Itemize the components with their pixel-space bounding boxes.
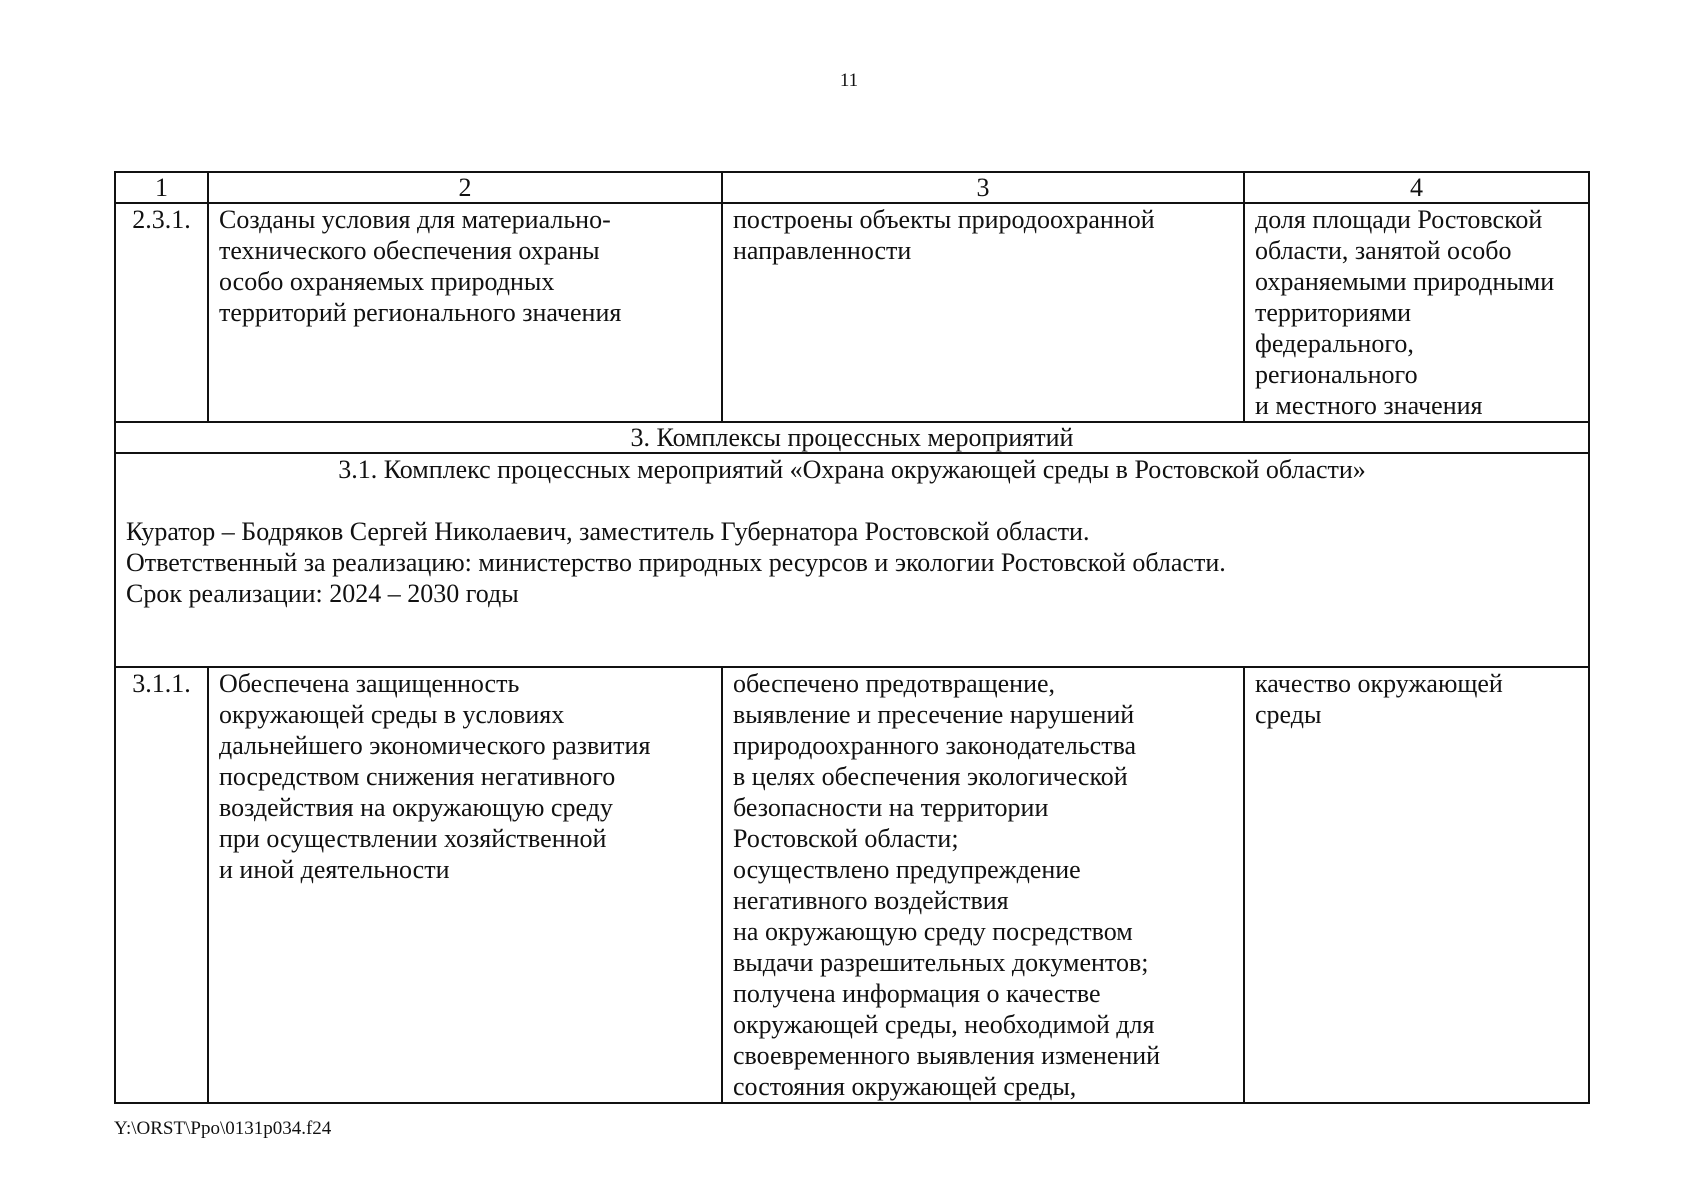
complex-block <box>115 453 1589 667</box>
header-cell: 3 <box>722 172 1244 203</box>
cell-line: воздействия на окружающую среду <box>219 793 613 822</box>
complex-title: 3.1. Комплекс процессных мероприятий «Охрана окружающей среды в Ростовской области» <box>338 455 1366 484</box>
cell-line: территориями <box>1255 298 1412 327</box>
file-path-footer: Y:\ORST\Ppo\0131p034.f24 <box>114 1118 332 1139</box>
cell-line: состояния окружающей среды, <box>733 1072 1077 1101</box>
curator-text: Куратор – Бодряков Сергей Николаевич, заместитель Губернатора Ростовской области. <box>126 517 1090 546</box>
cell-line: регионального <box>1255 360 1418 389</box>
cell-line: выявление и пресечение нарушений <box>733 700 1135 729</box>
cell-line: безопасности на территории <box>733 793 1049 822</box>
cell-line: своевременного выявления изменений <box>733 1041 1161 1070</box>
section-row <box>115 422 1589 453</box>
task-cell <box>208 203 722 422</box>
cell-line: области, занятой особо <box>1255 236 1512 265</box>
page-number: 11 <box>839 70 859 91</box>
cell-line: территорий регионального значения <box>219 298 622 327</box>
header-cell: 2 <box>208 172 722 203</box>
cell-line: Обеспечена защищенность <box>219 669 520 698</box>
cell-line: доля площади Ростовской <box>1255 205 1543 234</box>
cell-line: охраняемыми природными <box>1255 267 1555 296</box>
activities-table <box>114 171 1590 1104</box>
cell-line: и местного значения <box>1255 391 1483 420</box>
cell-line: обеспечено предотвращение, <box>733 669 1056 698</box>
cell-line: Ростовской области; <box>733 824 959 853</box>
task-cell <box>208 667 722 1103</box>
complex-row <box>115 453 1589 667</box>
table-row <box>115 203 1589 422</box>
row-number: 3.1.1. <box>115 667 208 1103</box>
term-text: Срок реализации: 2024 – 2030 годы <box>126 579 519 608</box>
section-title: 3. Комплексы процессных мероприятий <box>115 422 1589 453</box>
result-cell <box>722 203 1244 422</box>
header-cell: 1 <box>115 172 208 203</box>
cell-line: качество окружающей <box>1255 669 1503 698</box>
cell-line: получена информация о качестве <box>733 979 1101 1008</box>
header-cell: 4 <box>1244 172 1589 203</box>
cell-line: выдачи разрешительных документов; <box>733 948 1149 977</box>
cell-line: осуществлено предупреждение <box>733 855 1081 884</box>
indicator-cell <box>1244 203 1589 422</box>
header-row <box>115 172 1589 203</box>
cell-line: природоохранного законодательства <box>733 731 1137 760</box>
cell-line: в целях обеспечения экологической <box>733 762 1128 791</box>
cell-line: технического обеспечения охраны <box>219 236 600 265</box>
cell-line: при осуществлении хозяйственной <box>219 824 607 853</box>
table-row <box>115 667 1589 1103</box>
cell-line: негативного воздействия <box>733 886 1009 915</box>
cell-line: окружающей среды, необходимой для <box>733 1010 1155 1039</box>
cell-line: на окружающую среду посредством <box>733 917 1133 946</box>
cell-line: направленности <box>733 236 912 265</box>
cell-line: и иной деятельности <box>219 855 450 884</box>
result-cell <box>722 667 1244 1103</box>
cell-line: окружающей среды в условиях <box>219 700 565 729</box>
responsible-text: Ответственный за реализацию: министерство природных ресурсов и экологии Ростовской области. <box>126 548 1226 577</box>
cell-line: дальнейшего экономического развития <box>219 731 651 760</box>
cell-line: федерального, <box>1255 329 1414 358</box>
cell-line: посредством снижения негативного <box>219 762 616 791</box>
cell-line: построены объекты природоохранной <box>733 205 1155 234</box>
indicator-cell <box>1244 667 1589 1103</box>
cell-line: среды <box>1255 700 1322 729</box>
cell-line: Созданы условия для материально- <box>219 205 611 234</box>
cell-line: особо охраняемых природных <box>219 267 555 296</box>
row-number: 2.3.1. <box>115 203 208 422</box>
